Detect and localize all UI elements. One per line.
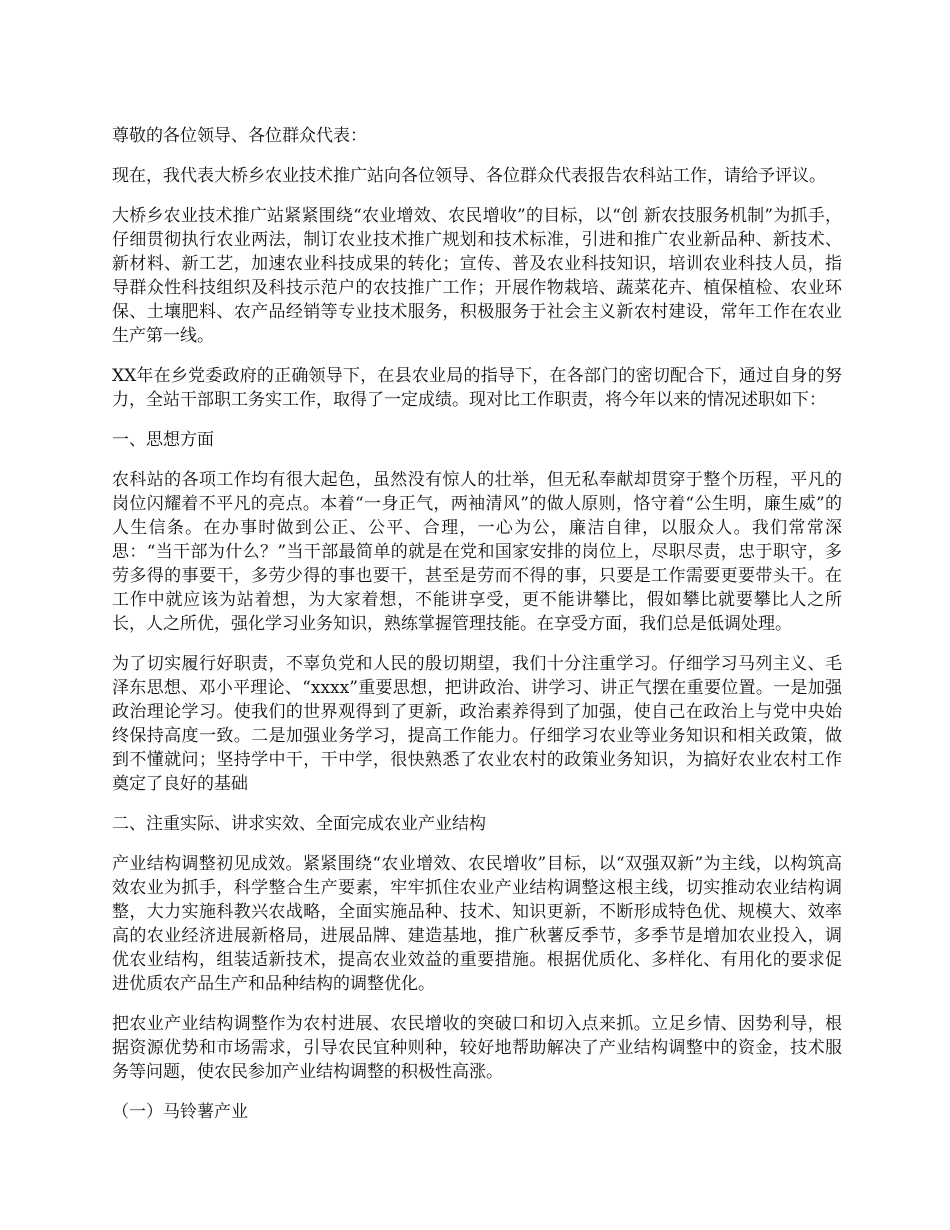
subsection-heading-potato: （一）马铃薯产业 — [112, 1102, 248, 1122]
document-page — [112, 124, 842, 1140]
study-paragraph: 为了切实履行好职责，不辜负党和人民的殷切期望，我们十分注重学习。仔细学习马列主义、毛泽东思想、邓小平理论、“xxxx”重要思想，把讲政治、讲学习、讲正气摆在重要位置。一是加强政治理论学习。使我们的世界观得到了更新，政治素养得到了加强，使自己在政治上与党中央始终保持高度一致。二是加强业务学习，提高工作能力。仔细学习农业等业务知识和相关政策，做到不懂就问；坚持学中干，干中学，很快熟悉了农业农村的政策业务知识，为搞好农业农村工作奠定了良好的基础 — [112, 654, 842, 794]
structure-paragraph: 产业结构调整初见成效。紧紧围绕“农业增效、农民增收”目标，以“双强双新”为主线，以构筑高效农业为抓手，科学整合生产要素，牢牢抓住农业产业结构调整这根主线，切实推动农业结构调整，大力实施科教兴农战略，全面实施品种、技术、知识更新，不断形成特色优、规模大、效率高的农业经济进展新格局，进展品牌、建造基地，推广秋薯反季节，多季节是增加农业投入，调优农业结构，组装适新技术，提高农业效益的重要措施。根据优质化、多样化、有用化的要求促进优质农产品生产和品种结构的调整优化。 — [112, 854, 842, 994]
salutation: 尊敬的各位领导、各位群众代表： — [112, 126, 367, 146]
thought-paragraph: 农科站的各项工作均有很大起色，虽然没有惊人的壮举，但无私奉献却贯穿于整个历程，平凡的岗位闪耀着不平凡的亮点。本着“一身正气，两袖清风”的做人原则，恪守着“公生明，廉生威”的人生信条。在办事时做到公正、公平、合理，一心为公，廉洁自律，以服众人。我们常常深思：“当干部为什么？”当干部最简单的就是在党和国家安排的岗位上，尽职尽责，忠于职守，多劳多得的事要干，多劳少得的事也要干，甚至是劳而不得的事，只要是工作需要更要带头干。在工作中就应该为站着想，为大家着想，不能讲享受，更不能讲攀比，假如攀比就要攀比人之所长，人之所优，强化学习业务知识，熟练掌握管理技能。在享受方面，我们总是低调处理。 — [112, 470, 842, 634]
year-summary-paragraph: XX年在乡党委政府的正确领导下，在县农业局的指导下，在各部门的密切配合下，通过自身的努力，全站干部职工务实工作，取得了一定成绩。现对比工作职责，将今年以来的情况述职如下： — [112, 366, 842, 410]
section-heading-thought: 一、思想方面 — [112, 430, 214, 450]
station-overview-paragraph: 大桥乡农业技术推广站紧紧围绕“农业增效、农民增收”的目标，以“创 新农技服务机制”为抓手，仔细贯彻执行农业两法，制订农业技术推广规划和技术标准，引进和推广农业新品种、新技术、新材料、新工艺，加速农业科技成果的转化；宣传、普及农业科技知识，培训农业科技人员，指导群众性科技组织及科技示范户的农技推广工作；开展作物栽培、蔬菜花卉、植保植检、农业环保、土壤肥料、农产品经销等专业技术服务，积极服务于社会主义新农村建设，常年工作在农业生产第一线。 — [112, 206, 842, 346]
section-heading-structure: 二、注重实际、讲求实效、全面完成农业产业结构 — [112, 814, 486, 834]
breakthrough-paragraph: 把农业产业结构调整作为农村进展、农民增收的突破口和切入点来抓。立足乡情、因势利导，根据资源优势和市场需求，引导农民宜种则种，较好地帮助解决了产业结构调整中的资金，技术服务等问题，使农民参加产业结构调整的积极性高涨。 — [112, 1014, 842, 1082]
intro-paragraph: 现在，我代表大桥乡农业技术推广站向各位领导、各位群众代表报告农科站工作，请给予评议。 — [112, 166, 826, 186]
